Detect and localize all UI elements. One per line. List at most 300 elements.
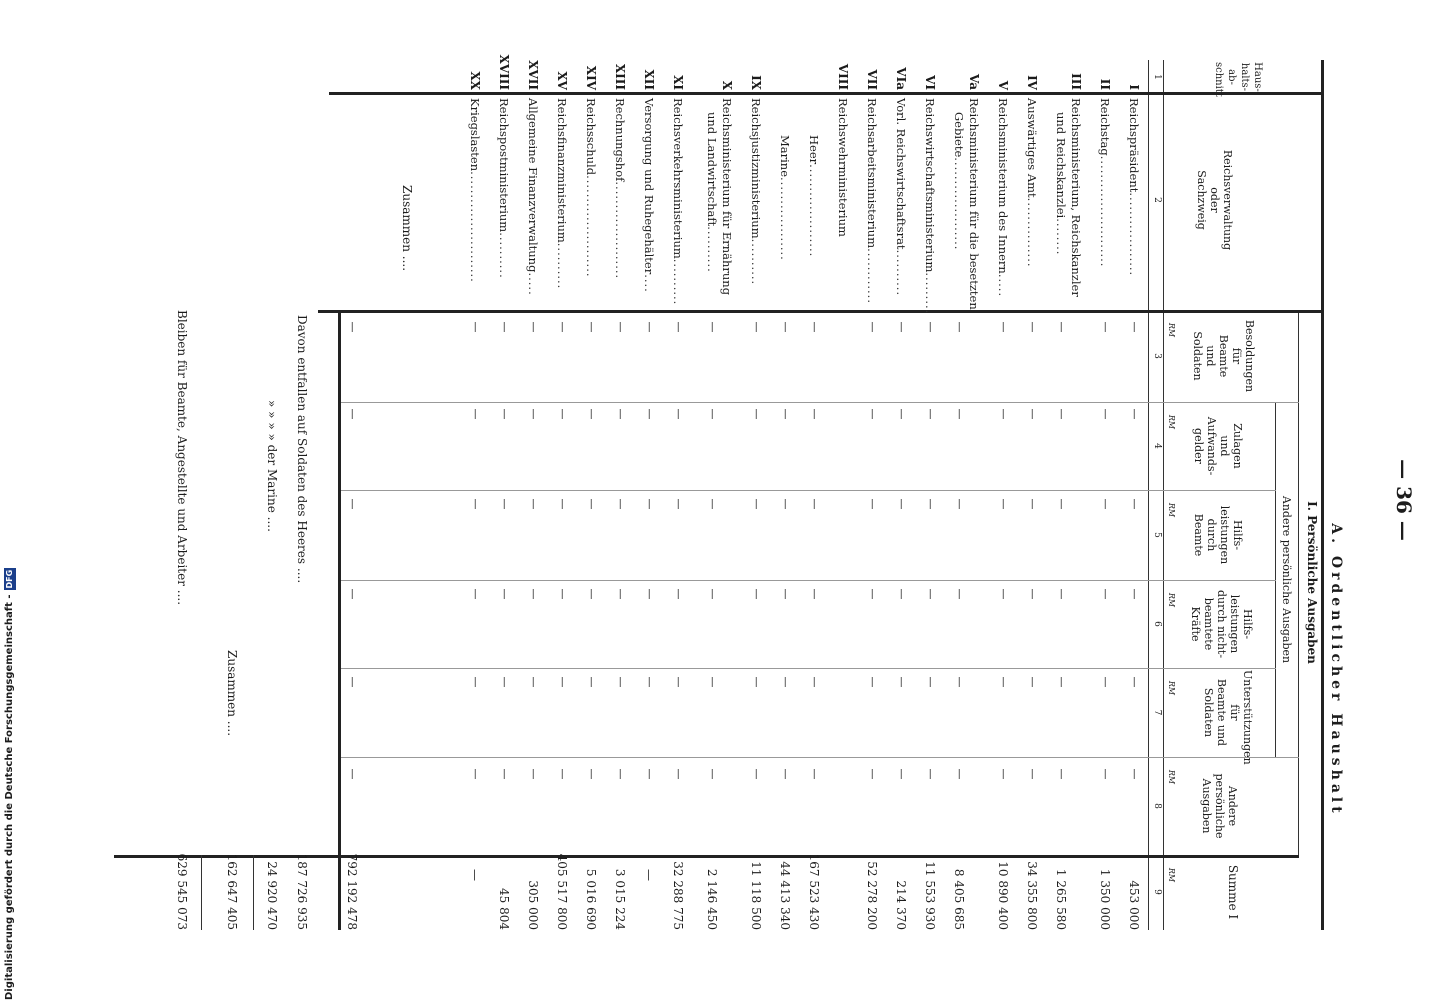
row-label-text: Rechnungshof (613, 98, 627, 182)
row-label-text: Auswärtiges Amt (1025, 98, 1039, 198)
row-label (613, 98, 627, 279)
header-col3: Besoldungen für Beamte und Soldaten (1191, 319, 1256, 393)
cell-dash-col5: — (556, 498, 569, 510)
cell-dash-col4: — (750, 408, 763, 420)
summary-label (225, 650, 239, 736)
cell-dash-col6: — (498, 588, 511, 600)
cell-dash-col6: — (527, 588, 540, 600)
cell-dash-col3: — (498, 321, 511, 333)
row-leader-dots: .................... (807, 164, 821, 258)
colno-6: 6 (1152, 621, 1162, 627)
summary-value: 162 647 405 (225, 853, 239, 930)
header-col5: Hilfs- leistungen durch Beamte (1192, 505, 1244, 565)
cell-dash-col5: — (614, 498, 627, 510)
cell-dash-col3: — (1055, 321, 1068, 333)
row-roman: X (720, 80, 734, 90)
row-label (720, 98, 734, 295)
colno-3: 3 (1152, 353, 1162, 359)
cell-dash-col8: — (924, 768, 937, 780)
cell-dash-col7: — (953, 676, 966, 688)
colno-2: 2 (1152, 197, 1162, 203)
row-sum: 10 890 400 (996, 861, 1010, 930)
row-leader-dots: ............... (1025, 197, 1039, 268)
cell-dash-col5: — (750, 498, 763, 510)
row-label (865, 98, 879, 304)
row-leader-dots: .......... (497, 232, 511, 279)
row-roman: XVIII (497, 54, 511, 90)
cell-dash-col4: — (1099, 408, 1112, 420)
cell-dash-col3: — (1128, 321, 1141, 333)
row-sum: 405 517 800 (555, 853, 569, 930)
rule-after-col4 (339, 490, 1276, 491)
cell-dash-col3: — (895, 321, 908, 333)
row-leader-dots: .......... (671, 258, 685, 306)
row-label-text: Heer (807, 135, 821, 165)
row-leader-dots: .......... (749, 238, 763, 286)
cell-dash-col3: — (643, 321, 656, 333)
row-label-text: Reichsministerium des Innern (996, 98, 1010, 274)
row-leader-dots: .................... (952, 157, 966, 251)
total-label-text: Zusammen (400, 185, 414, 252)
cell-dash-col4: — (672, 408, 685, 420)
row-label-continuation (952, 112, 966, 250)
row-label-text: Reichswirtschaftsministerium (923, 98, 937, 273)
cell-dash-col7: — (556, 676, 569, 688)
row-sum: 52 278 200 (865, 861, 879, 930)
cell-dash-col8: — (672, 768, 685, 780)
cell-dash-col6: — (895, 588, 908, 600)
row-sum: 1 350 000 (1098, 868, 1112, 930)
cell-dash-col7: — (1026, 676, 1039, 688)
header-col6: Hilfs- leistungen durch nicht- beamtete Kräfte (1189, 589, 1254, 659)
cell-dash-col8: — (953, 768, 966, 780)
summary-dots: .... (295, 567, 309, 584)
row-label (584, 98, 598, 278)
cell-dash-col6: — (643, 588, 656, 600)
cell-dash-col4: — (779, 408, 792, 420)
header-col2: Reichsverwaltung oder Sachzweig (1195, 149, 1234, 251)
cell-dash-col3: — (779, 321, 792, 333)
row-sum: 305 000 (526, 880, 540, 930)
summary-value: 187 726 935 (295, 853, 309, 930)
cell-dash-col4: — (866, 408, 879, 420)
cell-dash-col8: — (614, 768, 627, 780)
row-sum: 2 146 450 (705, 868, 719, 930)
row-label (807, 135, 821, 257)
total-dash-col3: — (346, 321, 359, 333)
row-label (1069, 98, 1083, 297)
row-sum: 214 370 (894, 880, 908, 930)
row-label-text: Allgemeine Finanzverwaltung (526, 98, 540, 273)
row-label-text: Reichsministerium für die besetzten (967, 98, 981, 310)
cell-dash-col5: — (895, 498, 908, 510)
cell-dash-col6: — (924, 588, 937, 600)
cell-dash-col7: — (706, 676, 719, 688)
row-roman: VII (865, 69, 879, 90)
colno-8: 8 (1152, 803, 1162, 809)
row-label-text: Reichspräsident (1127, 98, 1141, 193)
cell-dash-col6: — (614, 588, 627, 600)
section-title: A. Ordentlicher Haushalt (1328, 523, 1344, 817)
summary-label-text: Bleiben für Beamte, Angestellte und Arbeiter (175, 310, 189, 586)
cell-dash-col7: — (895, 676, 908, 688)
row-roman: V (996, 80, 1010, 90)
row-leader-dots: .................. (778, 177, 792, 261)
row-sum: 453 000 (1127, 880, 1141, 930)
cell-dash-col6: — (997, 588, 1010, 600)
row-label-text: Reichswehrministerium (836, 98, 850, 237)
row-label-continuation (705, 112, 719, 273)
cell-dash-col6: — (779, 588, 792, 600)
cell-dash-col4: — (527, 408, 540, 420)
header-col9: Summe I (1226, 864, 1240, 920)
header-col8: Andere persönliche Ausgaben (1200, 773, 1239, 839)
row-leader-dots: ...................... (584, 175, 598, 278)
row-sum: 11 118 500 (749, 861, 763, 930)
rule-after-col7 (339, 757, 1299, 758)
unit-col9: RM (1167, 867, 1176, 883)
cell-dash-col7: — (997, 676, 1010, 688)
total-value: 792 192 478 (345, 853, 359, 930)
row-roman: VI (923, 75, 937, 90)
header-col1: Haus- halts- ab- schnitt (1213, 62, 1263, 97)
cell-dash-col7: — (779, 676, 792, 688)
cell-dash-col7: — (1055, 676, 1068, 688)
row-sum: 1 265 580 (1054, 868, 1068, 930)
cell-dash-col5: — (706, 498, 719, 510)
rule-after-col3 (339, 402, 1299, 403)
row-label-text: Reichsjustizministerium (749, 98, 763, 239)
row-roman: XX (468, 71, 482, 90)
row-leader-dots: ........ (1054, 218, 1068, 256)
row-leader-dots: .......... (705, 226, 719, 273)
summary-dots: .... (225, 720, 239, 737)
cell-dash-col6: — (953, 588, 966, 600)
row-label (1127, 98, 1141, 276)
cell-dash-col7: — (614, 676, 627, 688)
cell-dash-col6: — (706, 588, 719, 600)
cell-dash-col7: — (866, 676, 879, 688)
total-dash-col7: — (346, 676, 359, 688)
total-label (400, 185, 414, 271)
cell-dash-col4: — (1128, 408, 1141, 420)
rule-after-col1 (329, 92, 1324, 95)
row-label-text: Reichspostministerium (497, 98, 511, 233)
cell-dash-col3: — (556, 321, 569, 333)
row-label-text: Marine (778, 135, 792, 178)
rule-after-col5 (339, 580, 1276, 581)
row-roman: XVII (526, 60, 540, 90)
unit-col4: RM (1167, 414, 1176, 430)
row-leader-dots: ..................... (613, 181, 627, 280)
cell-dash-col6: — (1026, 588, 1039, 600)
cell-dash-col5: — (779, 498, 792, 510)
cell-dash-col3: — (953, 321, 966, 333)
row-roman: XII (642, 69, 656, 90)
row-label (967, 98, 981, 310)
total-dash-col8: — (346, 768, 359, 780)
total-dash-col5: — (346, 498, 359, 510)
row-roman: IV (1025, 75, 1039, 90)
cell-dash-col8: — (895, 768, 908, 780)
cell-dash-col5: — (953, 498, 966, 510)
table-top-rule (1321, 60, 1324, 930)
cell-dash-col8: — (1099, 768, 1112, 780)
row-label-text: Reichstag (1098, 98, 1112, 156)
summary-dots: .... (265, 516, 279, 532)
cell-dash-col3: — (924, 321, 937, 333)
cell-dash-col4: — (556, 408, 569, 420)
summary-label (175, 310, 189, 605)
page-number: — 36 — (1392, 459, 1416, 541)
row-leader-dots: ..... (996, 273, 1010, 298)
cell-dash-col3: — (469, 321, 482, 333)
row-leader-dots: ............ (865, 248, 879, 304)
cell-dash-col8: — (997, 768, 1010, 780)
row-label-text: Reichsverkehrsministerium (671, 98, 685, 259)
cell-dash-col3: — (527, 321, 540, 333)
cell-dash-col3: — (866, 321, 879, 333)
cell-dash-col8: — (1055, 768, 1068, 780)
row-label-continuation (1054, 112, 1068, 255)
cell-dash-col3: — (672, 321, 685, 333)
cell-dash-col4: — (585, 408, 598, 420)
row-roman: I (1127, 84, 1141, 90)
row-leader-dots: ..... (526, 272, 540, 296)
cell-dash-col6: — (556, 588, 569, 600)
total-rule (338, 310, 341, 930)
rule-after-col6 (339, 668, 1276, 669)
row-label (996, 98, 1010, 297)
unit-col3: RM (1167, 322, 1176, 338)
row-label (749, 98, 763, 285)
cell-dash-col5: — (1055, 498, 1068, 510)
cell-dash-col4: — (469, 408, 482, 420)
row-roman: III (1069, 73, 1083, 90)
row-label (923, 98, 937, 314)
group-title: I. Persönliche Ausgaben (1305, 501, 1319, 664)
cell-dash-col5: — (1128, 498, 1141, 510)
row-leader-dots: ........................ (1098, 155, 1112, 268)
cell-dash-col5: — (997, 498, 1010, 510)
row-sum: — (642, 869, 656, 881)
cell-dash-col4: — (706, 408, 719, 420)
cell-dash-col6: — (585, 588, 598, 600)
cell-dash-col4: — (924, 408, 937, 420)
cell-dash-col5: — (1026, 498, 1039, 510)
cell-dash-col7: — (585, 676, 598, 688)
row-label2-text: und Landwirtschaft (705, 112, 719, 227)
cell-dash-col6: — (750, 588, 763, 600)
cell-dash-col4: — (895, 408, 908, 420)
cell-dash-col6: — (866, 588, 879, 600)
row-label2-text: Gebiete (952, 112, 966, 158)
row-label (468, 98, 482, 283)
cell-dash-col7: — (469, 676, 482, 688)
cell-dash-col8: — (585, 768, 598, 780)
cell-dash-col3: — (997, 321, 1010, 333)
row-label-text: Versorgung und Ruhegehälter (642, 98, 656, 275)
cell-dash-col6: — (1055, 588, 1068, 600)
cell-dash-col3: — (808, 321, 821, 333)
row-label (836, 98, 850, 237)
header-col4: Zulagen und Aufwands- gelder (1192, 416, 1244, 476)
header-bottom-rule (1163, 60, 1164, 930)
total-dots: .... (400, 255, 414, 272)
cell-dash-col8: — (866, 768, 879, 780)
unit-col6: RM (1167, 592, 1176, 608)
row-label-text: Reichsfinanzministerium (555, 98, 569, 243)
row-roman: XI (671, 75, 685, 90)
colno-1: 1 (1152, 74, 1162, 80)
cell-dash-col8: — (1026, 768, 1039, 780)
unit-col5: RM (1167, 502, 1176, 518)
row-label-text: Reichsministerium, Reichskanzler (1069, 98, 1083, 297)
cell-dash-col4: — (808, 408, 821, 420)
cell-dash-col6: — (672, 588, 685, 600)
cell-dash-col8: — (498, 768, 511, 780)
row-label (1025, 98, 1039, 268)
row-roman: IX (749, 75, 763, 90)
row-leader-dots: ........................ (468, 171, 482, 283)
cell-dash-col4: — (498, 408, 511, 420)
cell-dash-col7: — (643, 676, 656, 688)
rule-after-col2 (318, 310, 1324, 313)
unit-col8: RM (1167, 769, 1176, 785)
cell-dash-col3: — (1099, 321, 1112, 333)
summary-rule (253, 855, 254, 930)
cell-dash-col4: — (1026, 408, 1039, 420)
row-leader-dots: ......... (923, 272, 937, 315)
cell-dash-col6: — (1128, 588, 1141, 600)
row-roman: VIII (836, 63, 850, 90)
cell-dash-col7: — (1128, 676, 1141, 688)
row-sum: — (468, 869, 482, 881)
row-leader-dots: .................. (1127, 192, 1141, 277)
cell-dash-col7: — (924, 676, 937, 688)
cell-dash-col8: — (469, 768, 482, 780)
cell-dash-col7: — (750, 676, 763, 688)
summary-label (295, 315, 309, 583)
row-label-text: Kriegslasten (468, 98, 482, 172)
row-label-text: Reichsministerium für Ernährung (720, 98, 734, 296)
row-sum: 167 523 430 (807, 853, 821, 930)
cell-dash-col8: — (556, 768, 569, 780)
row-label (671, 98, 685, 305)
cell-dash-col5: — (672, 498, 685, 510)
cell-dash-col4: — (643, 408, 656, 420)
group-rule (1298, 310, 1299, 855)
cell-dash-col7: — (527, 676, 540, 688)
summary-label-text: Davon entfallen auf Soldaten des Heeres (295, 315, 309, 565)
cell-dash-col4: — (614, 408, 627, 420)
cell-dash-col8: — (706, 768, 719, 780)
cell-dash-col8: — (750, 768, 763, 780)
credit-text: Digitalisierung gefördert durch die Deutsche Forschungsgemeinschaft - (4, 594, 15, 1000)
colno-7: 7 (1152, 709, 1162, 716)
cell-dash-col8: — (1128, 768, 1141, 780)
colno-4: 4 (1152, 443, 1162, 449)
summary-value: 629 545 073 (175, 853, 189, 930)
row-label (497, 98, 511, 279)
colno-rule (1148, 60, 1149, 930)
cell-dash-col8: — (808, 768, 821, 780)
row-sum: 44 413 340 (778, 861, 792, 930)
cell-dash-col8: — (779, 768, 792, 780)
summary-value: 24 920 470 (265, 861, 279, 930)
credit-line (0, 0, 20, 1000)
summary-label-text: Zusammen (225, 650, 239, 717)
total-dash-col6: — (346, 588, 359, 600)
row-label-text: Reichsschuld (584, 98, 598, 176)
cell-dash-col5: — (1099, 498, 1112, 510)
summary-rule (201, 855, 202, 930)
summary-label (265, 400, 279, 532)
cell-dash-col4: — (1055, 408, 1068, 420)
row-label2-text: und Reichskanzlei (1054, 112, 1068, 219)
row-label (555, 98, 569, 289)
row-roman: XIV (584, 65, 598, 90)
row-roman: XV (555, 71, 569, 90)
dfg-logo: DFG (5, 569, 14, 589)
colno-9: 9 (1152, 889, 1162, 895)
row-label-text: Vorl. Reichswirtschaftsrat (894, 98, 908, 250)
cell-dash-col7: — (808, 676, 821, 688)
cell-dash-col6: — (469, 588, 482, 600)
cell-dash-col3: — (1026, 321, 1039, 333)
row-sum: 34 355 800 (1025, 861, 1039, 930)
cell-dash-col5: — (469, 498, 482, 510)
cell-dash-col8: — (643, 768, 656, 780)
row-sum: 32 288 775 (671, 861, 685, 930)
row-roman: Va (967, 74, 981, 90)
header-col7: Unterstützungen für Beamte und Soldaten (1202, 670, 1254, 765)
cell-dash-col5: — (643, 498, 656, 510)
total-dash-col4: — (346, 408, 359, 420)
cell-dash-col5: — (498, 498, 511, 510)
cell-dash-col5: — (585, 498, 598, 510)
unit-col7: RM (1167, 680, 1176, 696)
row-label (526, 98, 540, 296)
cell-dash-col4: — (953, 408, 966, 420)
cell-dash-col5: — (866, 498, 879, 510)
row-sum: 11 553 930 (923, 861, 937, 930)
summary-dots: .... (175, 589, 189, 606)
row-sum: 8 405 685 (952, 868, 966, 930)
row-label (642, 98, 656, 293)
cell-dash-col8: — (527, 768, 540, 780)
cell-dash-col5: — (527, 498, 540, 510)
row-sum: 45 804 (497, 888, 511, 930)
row-roman: VIa (894, 67, 908, 90)
cell-dash-col6: — (1099, 588, 1112, 600)
row-leader-dots: .......... (555, 242, 569, 290)
subgroup-title: Andere persönliche Ausgaben (1280, 495, 1293, 664)
cell-dash-col7: — (498, 676, 511, 688)
cell-dash-col5: — (808, 498, 821, 510)
row-label-text: Reichsarbeitsministerium (865, 98, 879, 249)
row-sum: 5 016 690 (584, 868, 598, 930)
cell-dash-col3: — (585, 321, 598, 333)
cell-dash-col3: — (706, 321, 719, 333)
colno-5: 5 (1152, 532, 1162, 538)
row-label (1098, 98, 1112, 267)
cell-dash-col5: — (924, 498, 937, 510)
row-roman: II (1098, 78, 1112, 90)
cell-dash-col3: — (614, 321, 627, 333)
row-leader-dots: .......... (894, 249, 908, 297)
cell-dash-col7: — (1099, 676, 1112, 688)
